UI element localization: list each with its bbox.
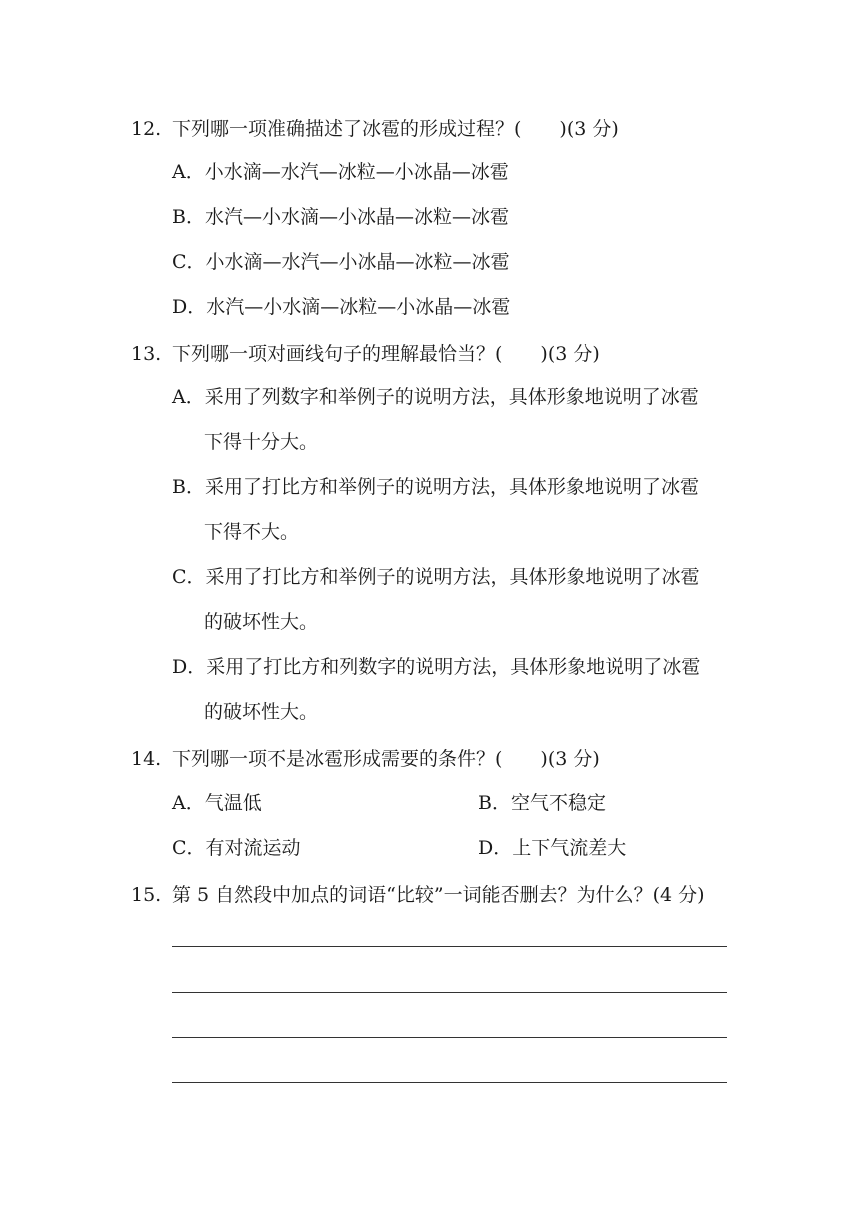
- question-13-option-b-line1: B．采用了打比方和举例子的说明方法，具体形象地说明了冰雹: [172, 476, 699, 498]
- question-12-option-d: D．水汽—小水滴—冰粒—小冰晶—冰雹: [172, 296, 511, 318]
- question-12-stem: 下列哪一项准确描述了冰雹的形成过程？( )(3 分): [172, 118, 619, 140]
- question-14-option-b: B．空气不稳定: [478, 792, 606, 814]
- question-15-number: 15.: [131, 884, 162, 906]
- answer-line-3[interactable]: [172, 1037, 727, 1038]
- question-15-stem: 第 5 自然段中加点的词语“比较”一词能否删去？为什么？(4 分): [172, 884, 705, 906]
- answer-line-4[interactable]: [172, 1082, 727, 1083]
- question-13-option-a-line1: A．采用了列数字和举例子的说明方法，具体形象地说明了冰雹: [172, 386, 699, 408]
- question-13-option-b-line2: 下得不大。: [204, 521, 300, 543]
- question-12-option-a: A．小水滴—水汽—冰粒—小冰晶—冰雹: [172, 161, 509, 183]
- question-13-option-c-line1: C．采用了打比方和举例子的说明方法，具体形象地说明了冰雹: [172, 566, 700, 588]
- question-14-stem: 下列哪一项不是冰雹形成需要的条件？( )(3 分): [172, 748, 600, 770]
- question-12-option-c: C．小水滴—水汽—小冰晶—冰粒—冰雹: [172, 251, 510, 273]
- question-12-option-b: B．水汽—小水滴—小冰晶—冰粒—冰雹: [172, 206, 509, 228]
- question-14-number: 14.: [131, 748, 162, 770]
- question-13-option-d-line1: D．采用了打比方和列数字的说明方法，具体形象地说明了冰雹: [172, 656, 701, 678]
- question-13-option-a-line2: 下得十分大。: [204, 431, 319, 453]
- question-13-option-c-line2: 的破坏性大。: [204, 611, 319, 633]
- question-14-option-a: A．气温低: [172, 792, 262, 814]
- question-12-number: 12.: [131, 118, 162, 140]
- question-13-option-d-line2: 的破坏性大。: [204, 701, 319, 723]
- answer-line-1[interactable]: [172, 946, 727, 947]
- answer-line-2[interactable]: [172, 992, 727, 993]
- question-14-option-d: D．上下气流差大: [478, 837, 627, 859]
- question-14-option-c: C．有对流运动: [172, 837, 301, 859]
- question-13-stem: 下列哪一项对画线句子的理解最恰当？( )(3 分): [172, 343, 600, 365]
- question-13-number: 13.: [131, 343, 162, 365]
